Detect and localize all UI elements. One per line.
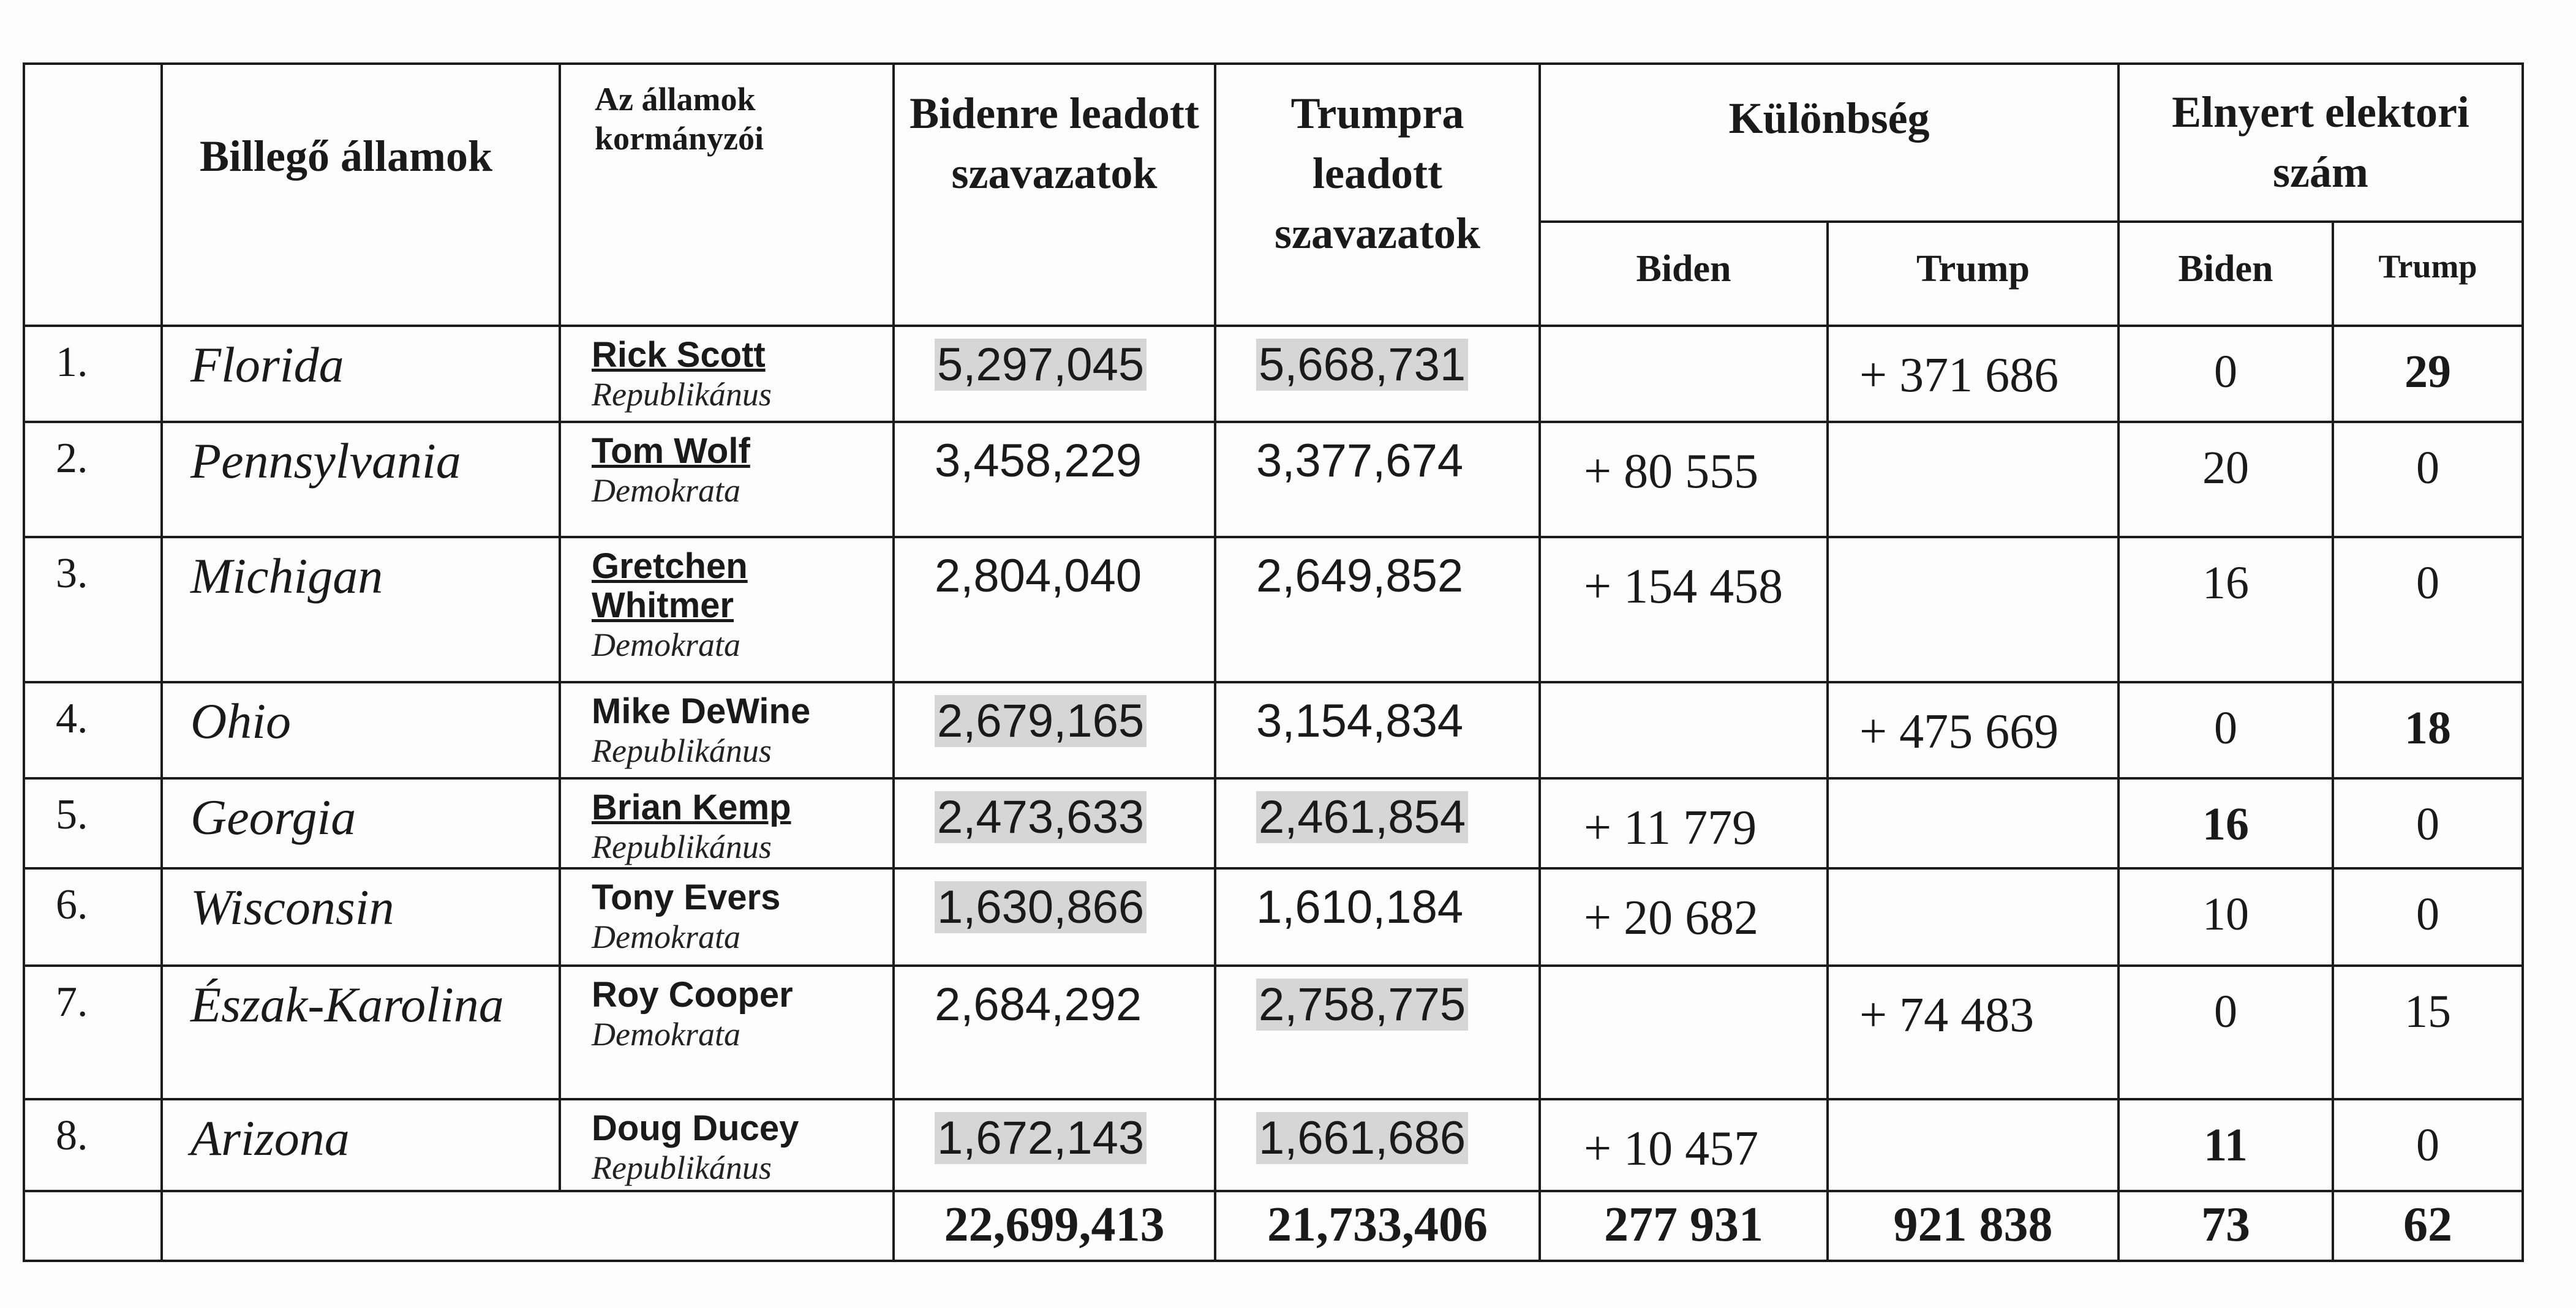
trump-votes <box>1215 778 1540 868</box>
trump-votes-value: 3,377,674 <box>1256 435 1464 487</box>
header-biden-votes: Bidenre leadott szavazatok <box>894 64 1215 326</box>
governor-name: Gretchen Whitmer <box>592 546 748 625</box>
diff-biden: + 11 779 <box>1540 778 1828 868</box>
table-row <box>24 422 2523 537</box>
row-number: 7. <box>24 966 162 1099</box>
trump-votes-value: 5,668,731 <box>1256 339 1468 391</box>
biden-votes-value: 1,630,866 <box>935 881 1147 933</box>
diff-trump <box>1828 778 2118 868</box>
row-number: 5. <box>24 778 162 868</box>
electoral-biden: 0 <box>2118 326 2333 422</box>
governor-cell <box>560 326 894 422</box>
state-name: Pennsylvania <box>162 422 560 537</box>
trump-votes-value: 2,758,775 <box>1256 979 1468 1031</box>
diff-biden: + 80 555 <box>1540 422 1828 537</box>
electoral-biden: 0 <box>2118 682 2333 778</box>
row-number: 1. <box>24 326 162 422</box>
governor-party: Demokrata <box>592 472 740 509</box>
state-name: Wisconsin <box>162 868 560 966</box>
total-diff-biden: 277 931 <box>1540 1191 1828 1261</box>
biden-votes <box>894 1099 1215 1191</box>
governor-cell <box>560 1099 894 1191</box>
electoral-biden: 16 <box>2118 537 2333 682</box>
row-number: 4. <box>24 682 162 778</box>
table-row <box>24 868 2523 966</box>
electoral-trump: 29 <box>2333 326 2523 422</box>
table-row <box>24 778 2523 868</box>
biden-votes <box>894 326 1215 422</box>
diff-biden: + 154 458 <box>1540 537 1828 682</box>
row-number: 2. <box>24 422 162 537</box>
state-name: Ohio <box>162 682 560 778</box>
biden-votes-value: 5,297,045 <box>935 339 1147 391</box>
governor-name: Rick Scott <box>592 335 766 375</box>
header-electoral: Elnyert elektori szám <box>2118 64 2523 222</box>
electoral-trump: 18 <box>2333 682 2523 778</box>
diff-trump <box>1828 422 2118 537</box>
electoral-trump: 0 <box>2333 868 2523 966</box>
header-difference: Különbség <box>1540 64 2118 222</box>
swing-states-table <box>23 62 2524 1262</box>
diff-trump: + 475 669 <box>1828 682 2118 778</box>
governor-party: Republikánus <box>592 376 772 413</box>
governor-name: Roy Cooper <box>592 975 793 1015</box>
electoral-biden: 20 <box>2118 422 2333 537</box>
subheader-diff-trump: Trump <box>1828 222 2118 326</box>
governor-name: Doug Ducey <box>592 1108 799 1148</box>
governor-name: Tom Wolf <box>592 431 750 471</box>
electoral-biden: 0 <box>2118 966 2333 1099</box>
governor-cell <box>560 422 894 537</box>
state-name: Észak-Karolina <box>162 966 560 1099</box>
diff-biden <box>1540 966 1828 1099</box>
state-name: Michigan <box>162 537 560 682</box>
state-name: Arizona <box>162 1099 560 1191</box>
state-name: Georgia <box>162 778 560 868</box>
diff-biden <box>1540 326 1828 422</box>
governor-name: Brian Kemp <box>592 787 791 827</box>
biden-votes <box>894 966 1215 1099</box>
biden-votes-value: 2,679,165 <box>935 695 1147 747</box>
diff-biden: + 10 457 <box>1540 1099 1828 1191</box>
trump-votes <box>1215 1099 1540 1191</box>
trump-votes <box>1215 966 1540 1099</box>
header-trump-votes: Trumpra leadott szavazatok <box>1215 64 1540 326</box>
electoral-trump: 0 <box>2333 778 2523 868</box>
header-row <box>24 64 2523 222</box>
header-governor: Az államok kormányzói <box>560 64 894 326</box>
electoral-trump: 0 <box>2333 422 2523 537</box>
totals-empty-span <box>162 1191 894 1261</box>
table-row <box>24 326 2523 422</box>
row-number: 6. <box>24 868 162 966</box>
electoral-biden: 16 <box>2118 778 2333 868</box>
table-row <box>24 966 2523 1099</box>
header-empty-cell <box>24 64 162 326</box>
governor-name: Mike DeWine <box>592 691 811 731</box>
trump-votes-value: 3,154,834 <box>1256 695 1464 747</box>
total-electoral-trump: 62 <box>2333 1191 2523 1261</box>
electoral-biden: 11 <box>2118 1099 2333 1191</box>
total-trump-votes: 21,733,406 <box>1215 1191 1540 1261</box>
diff-trump <box>1828 868 2118 966</box>
biden-votes-value: 1,672,143 <box>935 1112 1147 1164</box>
totals-empty-cell <box>24 1191 162 1261</box>
biden-votes-value: 2,684,292 <box>935 979 1142 1031</box>
row-number: 8. <box>24 1099 162 1191</box>
electoral-trump: 0 <box>2333 1099 2523 1191</box>
total-biden-votes: 22,699,413 <box>894 1191 1215 1261</box>
subheader-diff-biden: Biden <box>1540 222 1828 326</box>
total-diff-trump: 921 838 <box>1828 1191 2118 1261</box>
table-row <box>24 682 2523 778</box>
subheader-el-biden: Biden <box>2118 222 2333 326</box>
biden-votes-value: 2,804,040 <box>935 550 1142 602</box>
state-name: Florida <box>162 326 560 422</box>
governor-cell <box>560 966 894 1099</box>
governor-party: Republikánus <box>592 829 772 865</box>
diff-biden <box>1540 682 1828 778</box>
trump-votes <box>1215 326 1540 422</box>
trump-votes-value: 1,610,184 <box>1256 881 1464 933</box>
header-state: Billegő államok <box>162 64 560 326</box>
biden-votes <box>894 537 1215 682</box>
governor-cell <box>560 868 894 966</box>
biden-votes <box>894 682 1215 778</box>
row-number: 3. <box>24 537 162 682</box>
governor-party: Republikánus <box>592 732 772 769</box>
diff-trump: + 74 483 <box>1828 966 2118 1099</box>
governor-party: Demokrata <box>592 919 740 955</box>
biden-votes <box>894 868 1215 966</box>
biden-votes-value: 2,473,633 <box>935 791 1147 843</box>
trump-votes-value: 1,661,686 <box>1256 1112 1468 1164</box>
governor-party: Demokrata <box>592 1016 740 1053</box>
totals-row <box>24 1191 2523 1261</box>
governor-name: Tony Evers <box>592 878 781 917</box>
governor-cell <box>560 682 894 778</box>
diff-trump <box>1828 537 2118 682</box>
table-row <box>24 1099 2523 1191</box>
diff-trump: + 371 686 <box>1828 326 2118 422</box>
electoral-trump: 0 <box>2333 537 2523 682</box>
trump-votes <box>1215 537 1540 682</box>
electoral-trump: 15 <box>2333 966 2523 1099</box>
total-electoral-biden: 73 <box>2118 1191 2333 1261</box>
biden-votes <box>894 422 1215 537</box>
subheader-el-trump: Trump <box>2333 222 2523 326</box>
table-row <box>24 537 2523 682</box>
diff-biden: + 20 682 <box>1540 868 1828 966</box>
diff-trump <box>1828 1099 2118 1191</box>
biden-votes <box>894 778 1215 868</box>
biden-votes-value: 3,458,229 <box>935 435 1142 487</box>
governor-party: Demokrata <box>592 626 740 663</box>
trump-votes <box>1215 868 1540 966</box>
trump-votes-value: 2,461,854 <box>1256 791 1468 843</box>
governor-party: Republikánus <box>592 1149 772 1186</box>
electoral-biden: 10 <box>2118 868 2333 966</box>
governor-cell <box>560 778 894 868</box>
trump-votes-value: 2,649,852 <box>1256 550 1464 602</box>
trump-votes <box>1215 422 1540 537</box>
governor-cell <box>560 537 894 682</box>
trump-votes <box>1215 682 1540 778</box>
